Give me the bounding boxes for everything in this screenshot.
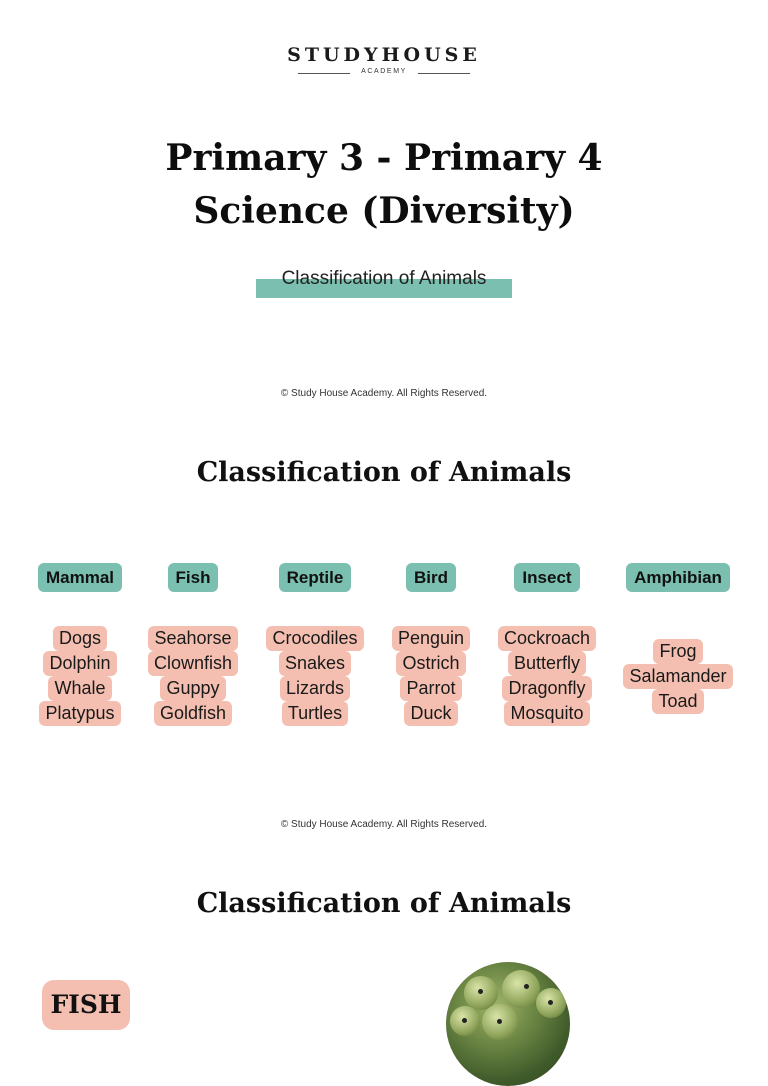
egg-embryo <box>462 1018 467 1023</box>
title-line-2: Science (Diversity) <box>193 190 575 232</box>
category-items <box>392 626 470 726</box>
egg-embryo <box>478 989 483 994</box>
category-column-insect <box>492 563 602 726</box>
category-column-reptile <box>262 563 368 726</box>
list-item: Platypus <box>39 701 120 726</box>
copyright-text: © Study House Academy. All Rights Reserved. <box>280 388 488 399</box>
logo-divider-right <box>418 73 470 74</box>
egg-shape <box>536 988 566 1018</box>
list-item: Duck <box>404 701 457 726</box>
list-item: Ostrich <box>396 651 465 676</box>
egg-embryo <box>497 1019 502 1024</box>
category-label: Amphibian <box>626 563 730 592</box>
title-line-1: Primary 3 - Primary 4 <box>165 137 603 179</box>
page-title <box>0 132 768 238</box>
logo-name: STUDYHOUSE <box>287 44 481 66</box>
list-item: Penguin <box>392 626 470 651</box>
category-label: Insect <box>514 563 579 592</box>
list-item: Cockroach <box>498 626 596 651</box>
list-item: Dogs <box>53 626 107 651</box>
list-item: Crocodiles <box>266 626 363 651</box>
category-items <box>498 626 596 726</box>
egg-shape <box>482 1004 518 1040</box>
list-item: Butterfly <box>508 651 586 676</box>
page-subtitle: Classification of Animals <box>281 268 487 289</box>
list-item: Clownfish <box>148 651 238 676</box>
list-item: Toad <box>652 689 703 714</box>
logo-subtitle <box>298 68 470 80</box>
category-column-mammal <box>35 563 125 726</box>
category-label: Bird <box>406 563 456 592</box>
category-items <box>266 626 363 726</box>
list-item: Mosquito <box>504 701 589 726</box>
list-item: Parrot <box>400 676 461 701</box>
list-item: Frog <box>653 639 702 664</box>
category-column-fish <box>143 563 243 726</box>
category-label: Mammal <box>38 563 122 592</box>
list-item: Dolphin <box>43 651 116 676</box>
egg-shape <box>502 970 540 1008</box>
list-item: Lizards <box>280 676 350 701</box>
fish-badge: FISH <box>42 980 130 1030</box>
list-item: Whale <box>48 676 111 701</box>
list-item: Turtles <box>282 701 348 726</box>
list-item: Goldfish <box>154 701 232 726</box>
category-column-bird <box>386 563 476 726</box>
category-label: Reptile <box>279 563 352 592</box>
list-item: Salamander <box>623 664 732 689</box>
category-column-amphibian <box>618 563 738 714</box>
copyright-text: © Study House Academy. All Rights Reserved. <box>280 819 488 830</box>
list-item: Seahorse <box>148 626 237 651</box>
egg-embryo <box>548 1000 553 1005</box>
frog-eggs-photo <box>446 962 570 1086</box>
logo-divider-left <box>298 73 350 74</box>
list-item: Guppy <box>160 676 225 701</box>
section-title: Classification of Animals <box>196 457 572 488</box>
category-label: Fish <box>168 563 219 592</box>
egg-shape <box>450 1006 480 1036</box>
section-title: Classification of Animals <box>196 888 572 919</box>
category-items <box>148 626 238 726</box>
logo-sub-text: ACADEMY <box>361 68 407 75</box>
category-items <box>39 626 120 726</box>
category-items <box>623 639 732 714</box>
egg-embryo <box>524 984 529 989</box>
list-item: Dragonfly <box>502 676 591 701</box>
list-item: Snakes <box>279 651 351 676</box>
